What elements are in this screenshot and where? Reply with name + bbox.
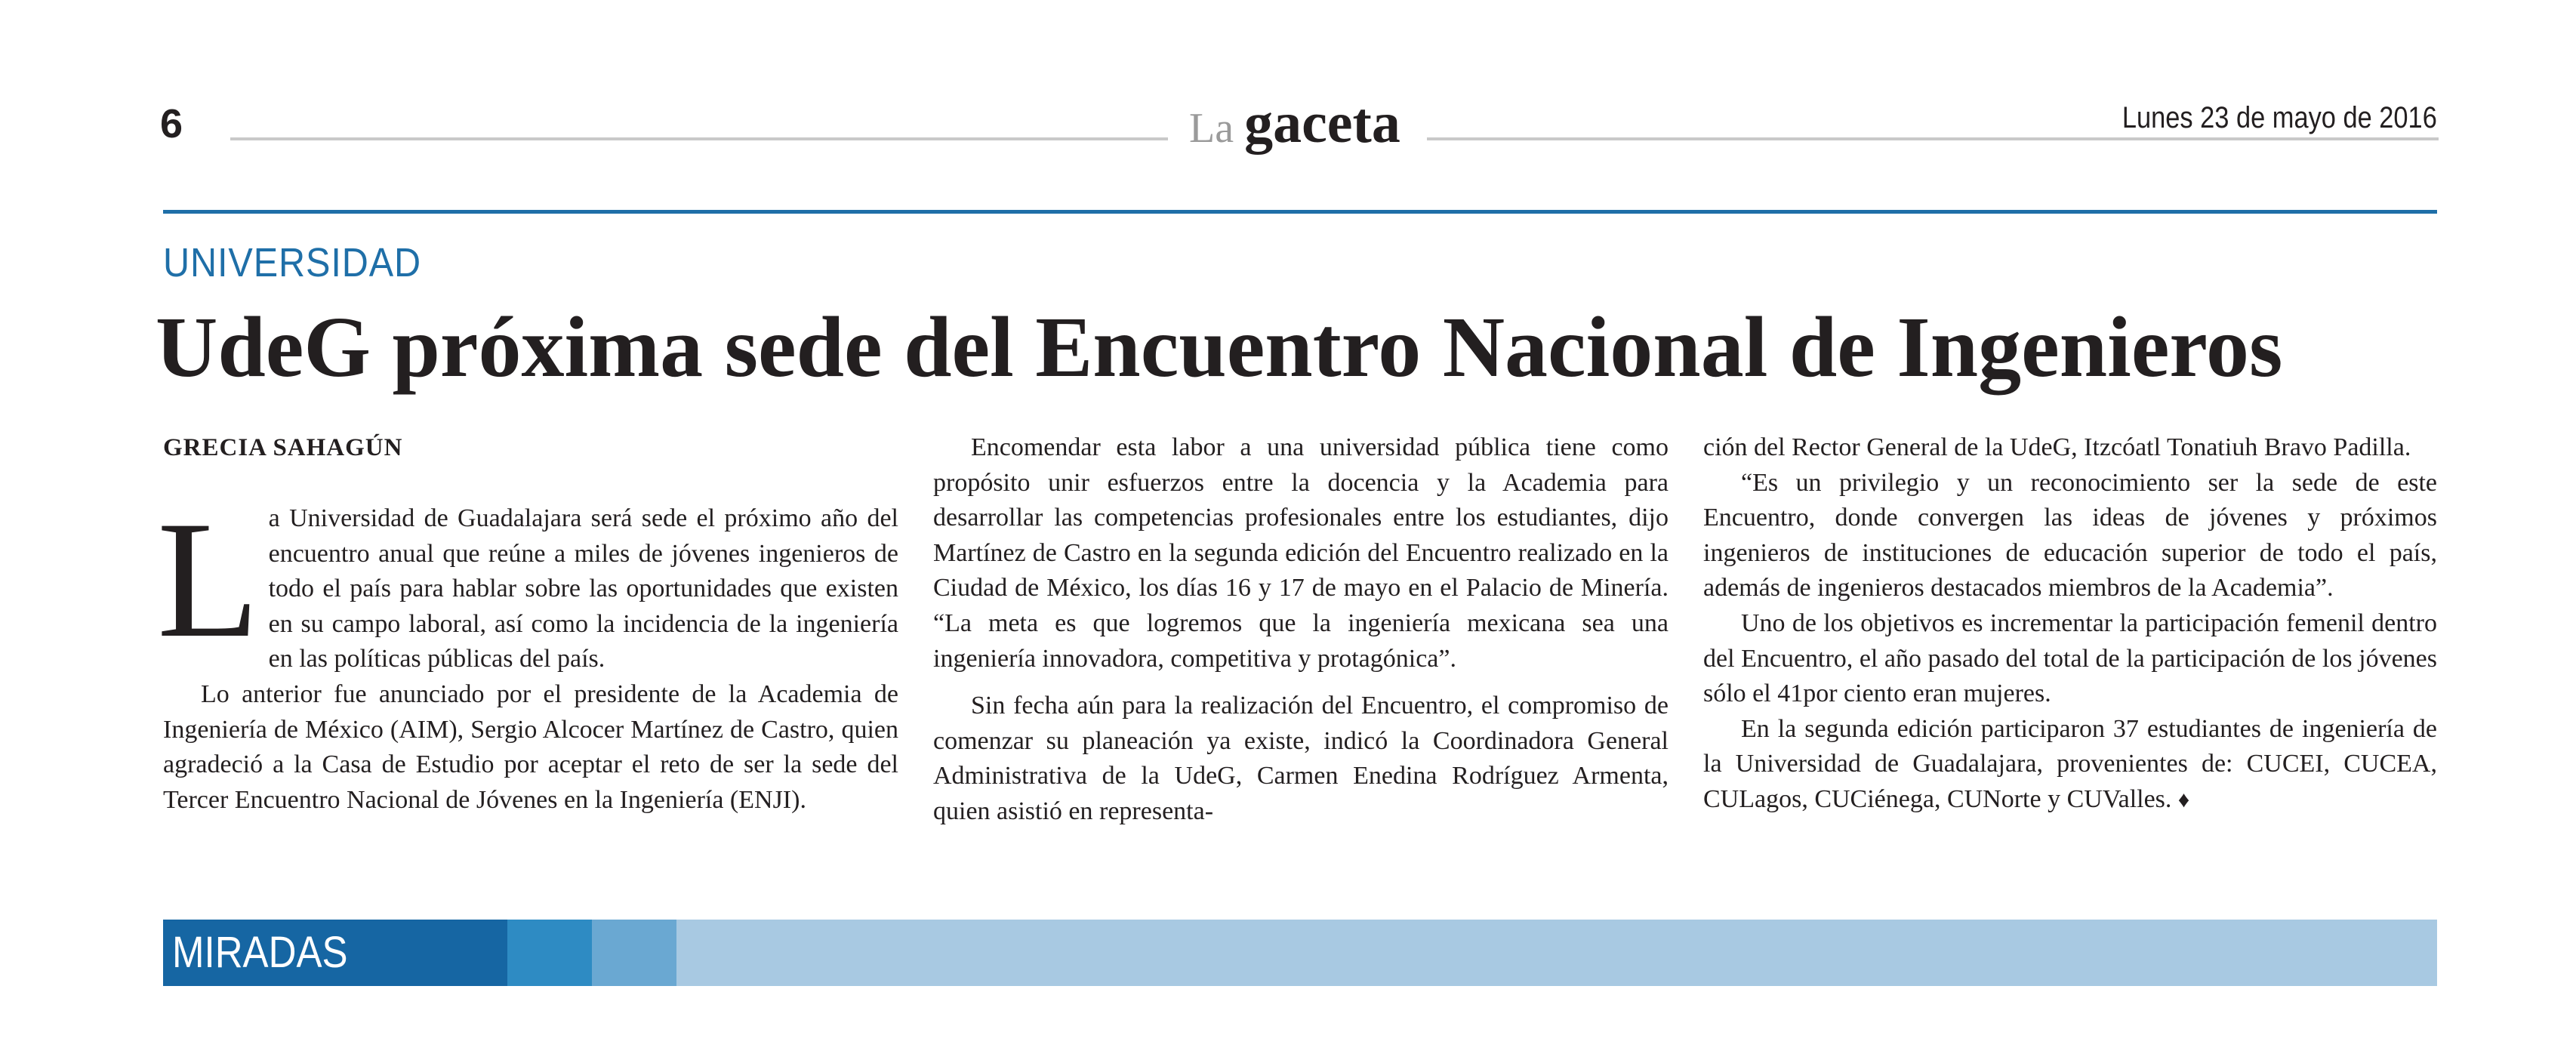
masthead-la: La — [1189, 105, 1234, 152]
band-segment-3 — [592, 920, 676, 986]
paragraph-1-text: a Universidad de Guadalajara será sede el próximo año del encuentro anual que reúne a miles de jóvenes ingenieros de todo el país para hablar sobre las oportunidades que existen en su campo laboral, así como la incidencia de la ingeniería en las políticas públicas del país. — [268, 504, 898, 673]
paragraph-8-text: En la segunda edición participaron 37 estudiantes de ingeniería de la Universidad de Guadalajara, provenientes de: CUCEI, CUCEA, CULagos, CUCiénega, CUNorte y CUValles. — [1703, 714, 2437, 813]
band-segment-4 — [676, 920, 2437, 986]
issue-date: Lunes 23 de mayo de 2016 — [2122, 101, 2437, 134]
page-number: 6 — [160, 101, 183, 146]
article-column-3 — [1703, 430, 2437, 818]
paragraph-6: “Es un privilegio y un reconocimiento ser la sede de este Encuentro, donde convergen las ideas de jóvenes y próximos ingenieros de instituciones de educación superior de todo el país, además de ingenieros destacados miembros de la Academia”. — [1703, 468, 2437, 602]
masthead-logo — [1189, 89, 1400, 157]
paragraph-7: Uno de los objetivos es incrementar la participación femenil dentro del Encuentro, el año pasado del total de la participación de los jóvenes sólo el 41por ciento eran mujeres. — [1703, 609, 2437, 708]
drop-cap: L — [157, 487, 260, 673]
section-band — [163, 920, 2437, 986]
paragraph-8 — [1703, 712, 2437, 818]
paragraph-1 — [157, 487, 898, 677]
section-label: UNIVERSIDAD — [163, 240, 422, 285]
headline: UdeG próxima sede del Encuentro Nacional de Ingenieros — [156, 299, 2283, 395]
header-rule-right — [1427, 137, 2439, 140]
paragraph-4: Sin fecha aún para la realización del Encuentro, el compromiso de comenzar su planeación ya existe, indicó la Coordinadora General Administrativa de la UdeG, Carmen Enedina Rodríguez Armenta, quien asistió en representa- — [933, 692, 1669, 825]
article-column-2 — [933, 430, 1669, 830]
band-label: MIRADAS — [172, 928, 348, 977]
band-segment-1 — [163, 920, 507, 986]
end-mark-icon: ♦ — [2177, 787, 2190, 812]
byline: GRECIA SAHAGÚN — [163, 434, 403, 461]
article-column-1 — [157, 430, 898, 818]
masthead-name: gaceta — [1244, 91, 1400, 155]
paragraph-3: Encomendar esta labor a una universidad pública tiene como propósito unir esfuerzos entre la docencia y la Academia para desarrollar las competencias profesionales entre los estudiantes, dijo Martínez de Castro en la segunda edición del Encuentro realizado en la Ciudad de México, los días 16 y 17 de mayo en el Palacio de Minería. “La meta es que logremos que la ingeniería mexicana sea una ingeniería innovadora, competitiva y protagónica”. — [933, 433, 1669, 673]
header-rule-left — [230, 137, 1168, 140]
header-divider — [163, 210, 2437, 214]
paragraph-2: Lo anterior fue anunciado por el presidente de la Academia de Ingeniería de México (AIM), Sergio Alcocer Martínez de Castro, quien agradeció a la Casa de Estudio por aceptar el reto de ser la sede del Tercer Encuentro Nacional de Jóvenes en la Ingeniería (ENJI). — [163, 679, 898, 814]
paragraph-5: ción del Rector General de la UdeG, Itzcóatl Tonatiuh Bravo Padilla. — [1703, 433, 2411, 461]
band-segment-2 — [507, 920, 592, 986]
